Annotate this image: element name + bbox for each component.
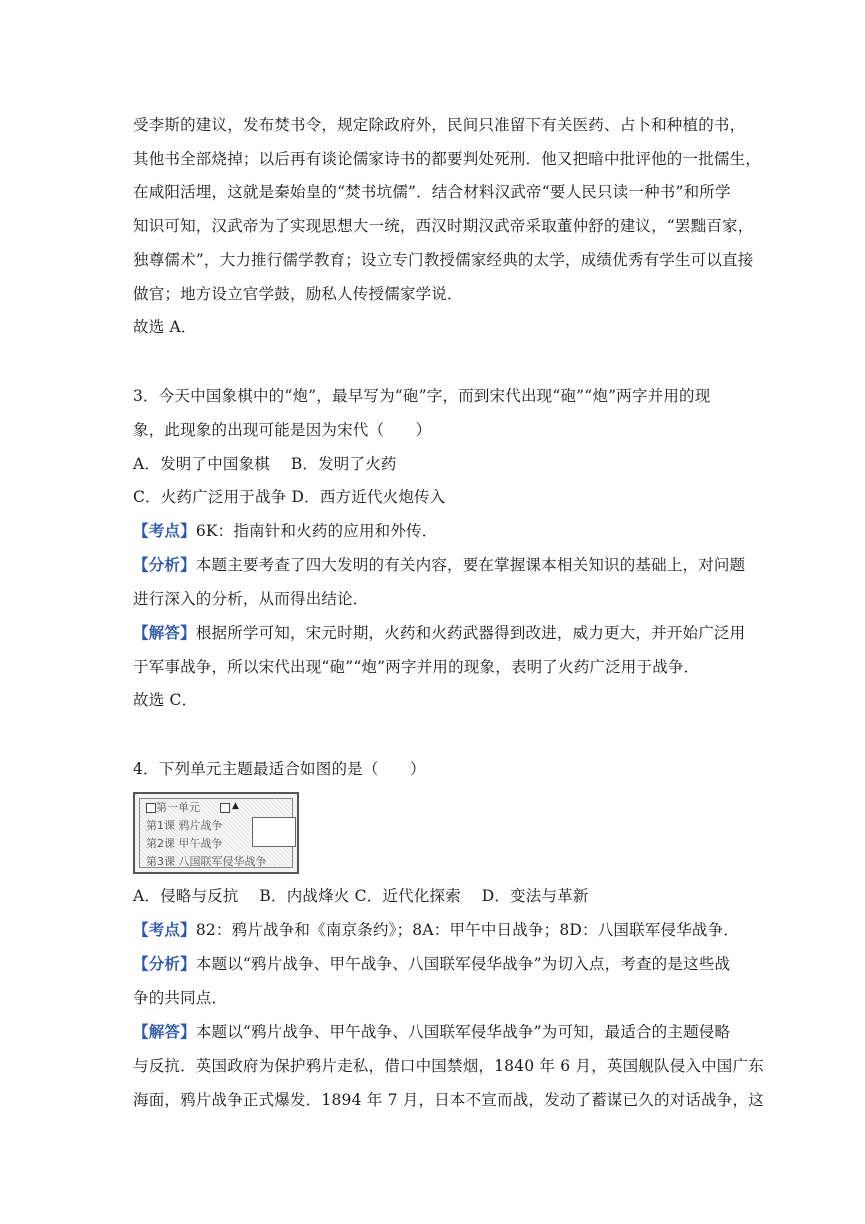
question-4-kaodian xyxy=(133,920,739,940)
triangle-icon: ▲ xyxy=(232,801,239,811)
kaodian-tag: 【考点】 xyxy=(133,521,196,540)
lesson-row: 第1课 鸦片战争 xyxy=(146,819,223,832)
question-3-options-cd: C．火药广泛用于战争 D．西方近代火炮传入 xyxy=(133,488,446,506)
answer-text-line: 做官；地方设立官学鼓，励私人传授儒家学说． xyxy=(133,285,463,303)
kaodian-text: 82：鸦片战争和《南京条约》；8A：甲午中日战争；8D：八国联军侵华战争． xyxy=(195,921,740,939)
question-4-jieda-cont: 海面，鸦片战争正式爆发．1894 年 7 月，日本不宣而战，发动了蓄谋已久的对话战争，这 xyxy=(133,1091,764,1109)
kaodian-tag: 【考点】 xyxy=(133,920,196,939)
question-3-fenxi-cont: 进行深入的分析，从而得出结论． xyxy=(133,590,369,608)
question-3-options-ab: A．发明了中国象棋 B．发明了火药 xyxy=(133,455,397,473)
unit-outline-frame xyxy=(139,798,293,868)
image-side-panel xyxy=(252,817,296,847)
answer-text-line: 其他书全部烧掉；以后再有谈论儒家诗书的都要判处死刑．他又把暗中批评他的一批儒生， xyxy=(133,150,762,168)
fenxi-tag: 【分析】 xyxy=(133,555,196,574)
question-3-jieda xyxy=(133,623,745,643)
question-4-fenxi xyxy=(133,954,730,974)
question-3-jieda-cont: 于军事战争，所以宋代出现“砲”“炮”两字并用的现象，表明了火药广泛用于战争． xyxy=(133,658,700,676)
answer-text-line: 受李斯的建议，发布焚书令，规定除政府外，民间只准留下有关医药、占卜和种植的书， xyxy=(133,116,746,134)
question-4-jieda-cont: 与反抗．英国政府为保护鸦片走私，借口中国禁烟，1840 年 6 月，英国舰队侵入中国广东 xyxy=(133,1057,764,1075)
question-3-stem: 象，此现象的出现可能是因为宋代（ ） xyxy=(133,421,432,439)
question-3-stem: 3．今天中国象棋中的“炮”，最早写为“砲”字，而到宋代出现“砲”“炮”两字并用的现 xyxy=(133,387,711,405)
checkbox-icon xyxy=(220,803,230,813)
answer-text-line: 独尊儒术”，大力推行儒学教育；设立专门教授儒家经典的太学，成绩优秀有学生可以直接 xyxy=(133,251,754,269)
kaodian-text: 6K：指南针和火药的应用和外传． xyxy=(195,522,438,540)
question-4-stem: 4．下列单元主题最适合如图的是（ ） xyxy=(133,760,426,778)
answer-text-line: 知识可知，汉武帝为了实现思想大一统，西汉时期汉武帝采取董仲舒的建议，“罢黜百家， xyxy=(133,217,754,235)
fenxi-text: 本题主要考查了四大发明的有关内容，要在掌握课本相关知识的基础上，对问题 xyxy=(195,556,746,574)
jieda-text: 本题以“鸦片战争、甲午战争、八国联军侵华战争”为可知，最适合的主题侵略 xyxy=(195,1023,731,1041)
unit-outline-image xyxy=(133,792,299,874)
question-4-jieda xyxy=(133,1022,730,1042)
answer-text-line: 在咸阳活埋，这就是秦始皇的“焚书坑儒”．结合材料汉武帝“要人民只读一种书”和所学 xyxy=(133,183,731,201)
checkbox-icon xyxy=(146,803,156,813)
question-4-options: A．侵略与反抗 B．内战烽火 C．近代化探索 D．变法与革新 xyxy=(133,887,589,905)
question-4-fenxi-cont: 争的共同点． xyxy=(133,989,228,1007)
unit-title-text: 第一单元 xyxy=(156,801,200,814)
answer-choice: 故选 A． xyxy=(133,318,197,336)
fenxi-text: 本题以“鸦片战争、甲午战争、八国联军侵华战争”为切入点，考查的是这些战 xyxy=(195,955,731,973)
jieda-tag: 【解答】 xyxy=(133,623,196,642)
lesson-row: 第3课 八国联军侵华战争 xyxy=(146,855,267,868)
question-3-kaodian xyxy=(133,521,437,541)
jieda-tag: 【解答】 xyxy=(133,1022,196,1041)
question-3-fenxi xyxy=(133,555,745,575)
lesson-row: 第2课 甲午战争 xyxy=(146,837,223,850)
jieda-text: 根据所学可知，宋元时期，火药和火药武器得到改进，威力更大，并开始广泛用 xyxy=(195,624,746,642)
question-3-answer: 故选 C． xyxy=(133,691,198,709)
fenxi-tag: 【分析】 xyxy=(133,954,196,973)
